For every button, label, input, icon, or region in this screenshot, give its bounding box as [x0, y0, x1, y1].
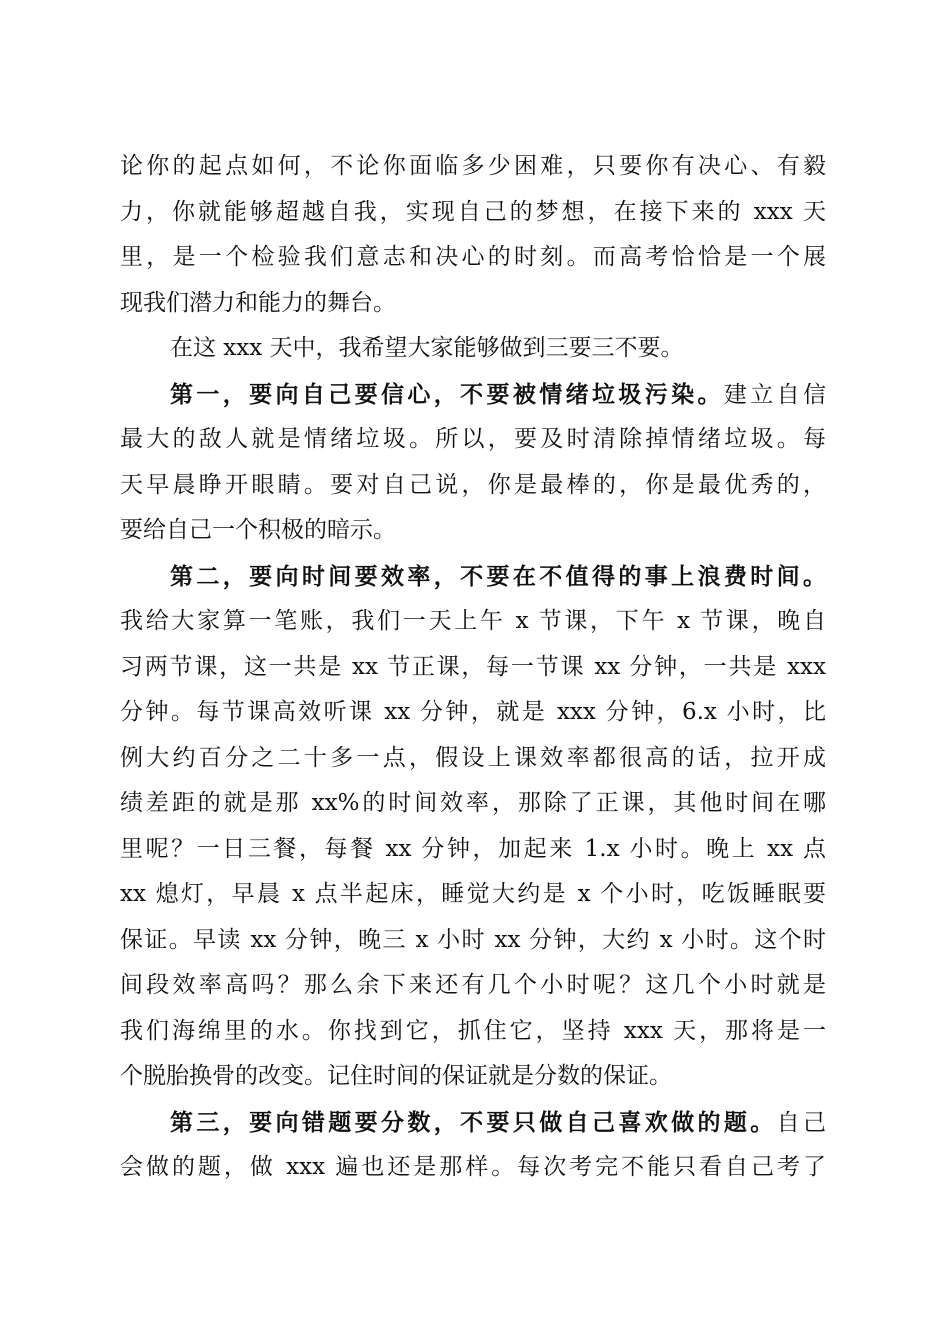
- text-line: 里，是一个检验我们意志和决心的时刻。而高考恰恰是一个展: [120, 244, 826, 270]
- point-one-heading: 第一，要向自己要信心，不要被情绪垃圾污染。: [170, 380, 724, 408]
- text-fragment: 建立自信: [723, 381, 826, 408]
- paragraph-2: [120, 326, 826, 372]
- text-line: xx 熄灯，早晨 x 点半起床，睡觉大约是 x 个小时，吃饭睡眠要: [120, 881, 826, 907]
- point-three-heading: 第三，要向错题要分数，不要只做自己喜欢做的题。: [170, 1108, 777, 1136]
- document-page: [120, 144, 826, 1191]
- text-line: 里呢？一日三餐，每餐 xx 分钟，加起来 1.x 小时。晚上 xx 点: [120, 835, 826, 862]
- text-line: 我们海绵里的水。你找到它，抓住它，坚持 xxx 天，那将是一: [120, 1017, 826, 1044]
- text-line: 保证。早读 xx 分钟，晚三 x 小时 xx 分钟，大约 x 小时。这个时: [120, 926, 826, 953]
- text-line: 最大的敌人就是情绪垃圾。所以，要及时清除掉情绪垃圾。每: [120, 426, 826, 452]
- text-line: 习两节课，这一共是 xx 节正课，每一节课 xx 分钟，一共是 xxx: [120, 653, 826, 680]
- text-line: 会做的题，做 xxx 遍也还是那样。每次考完不能只看自己考了: [120, 1154, 826, 1180]
- text-line: 现我们潜力和能力的舞台。: [120, 289, 396, 316]
- text-fragment: 自己: [776, 1109, 826, 1136]
- paragraph-1: [120, 144, 826, 326]
- text-line: 绩差距的就是那 xx%的时间效率，那除了正课，其他时间在哪: [120, 790, 826, 816]
- text-line: 个脱胎换骨的改变。记住时间的保证就是分数的保证。: [120, 1063, 672, 1089]
- text-line: 天早晨睁开眼睛。要对自己说，你是最棒的，你是最优秀的，: [120, 471, 826, 498]
- paragraph-4: [120, 554, 826, 1100]
- text-line: 分钟。每节课高效听课 xx 分钟，就是 xxx 分钟，6.x 小时，比: [120, 699, 826, 725]
- text-line: 例大约百分之二十多一点，假设上课效率都很高的话，拉开成: [120, 744, 826, 771]
- text-line: 力，你就能够超越自我，实现自己的梦想，在接下来的 xxx 天: [120, 198, 826, 225]
- text-line: 间段效率高吗？那么余下来还有几个小时呢？这几个小时就是: [120, 972, 826, 998]
- paragraph-3: [120, 372, 826, 554]
- text-line-with-heading: [120, 1100, 826, 1146]
- text-line: 我给大家算一笔账，我们一天上午 x 节课，下午 x 节课，晚自: [120, 608, 826, 634]
- text-line-with-heading: [120, 372, 826, 418]
- text-line: 要给自己一个积极的暗示。: [120, 517, 396, 543]
- point-two-heading: 第二，要向时间要效率，不要在不值得的事上浪费时间。: [170, 562, 826, 590]
- paragraph-5: [120, 1100, 826, 1191]
- text-line: 论你的起点如何，不论你面临多少困难，只要你有决心、有毅: [120, 153, 826, 179]
- text-line: 在这 xxx 天中，我希望大家能够做到三要三不要。: [170, 335, 684, 361]
